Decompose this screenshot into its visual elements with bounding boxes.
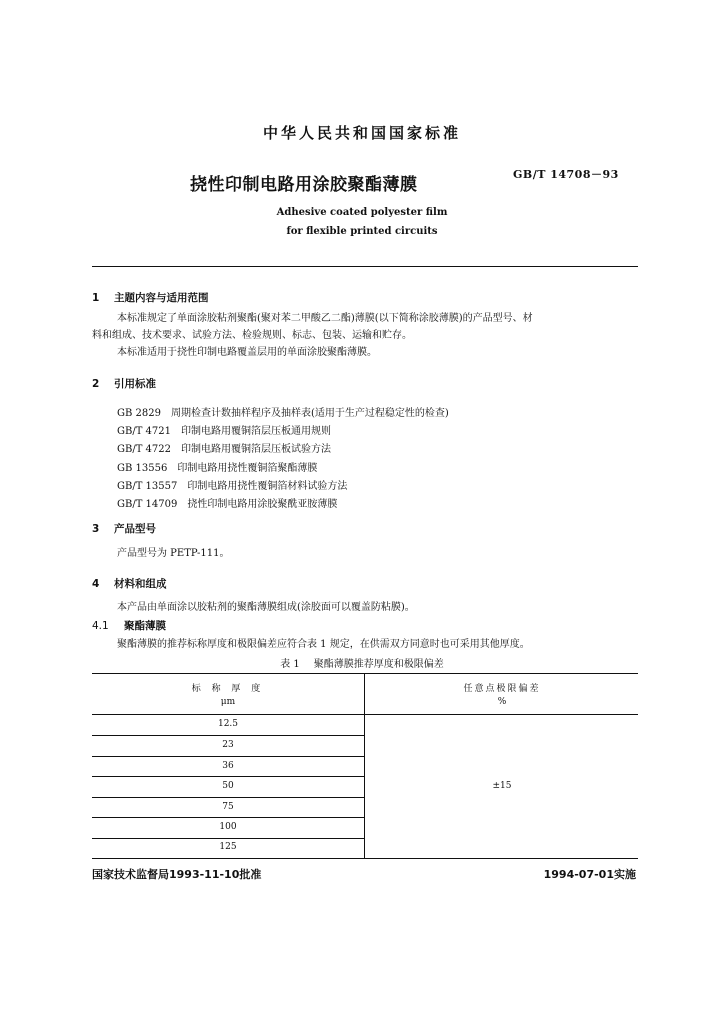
section-3-paragraph: 产品型号为 PETP-111。	[117, 548, 230, 559]
reference-code: GB/T 4721	[117, 426, 172, 437]
section-title: 材料和组成	[114, 578, 167, 590]
table-row-border	[92, 776, 364, 777]
table-header-thickness-unit: μm	[220, 697, 236, 707]
table-cell-thickness: 12.5	[217, 719, 239, 729]
section-title: 引用标准	[114, 378, 156, 390]
reference-code: GB/T 14709	[117, 499, 178, 510]
reference-name: 印制电路用覆铜箔层压板试验方法	[181, 444, 332, 455]
section-4-paragraph-2: 聚酯薄膜的推荐标称厚度和极限偏差应符合表 1 规定，在供需双方同意时也可采用其他厚度。	[117, 639, 530, 650]
reference-item	[117, 477, 347, 492]
table-row-border	[92, 817, 364, 818]
section-title: 产品型号	[114, 523, 156, 535]
section-2-heading	[92, 376, 156, 391]
standard-type-header: 中华人民共和国国家标准	[262, 124, 461, 142]
table-caption-title: 聚酯薄膜推荐厚度和极限偏差	[313, 659, 444, 670]
table-cell-thickness: 100	[219, 822, 237, 832]
table-cell-thickness: 36	[222, 761, 234, 771]
table-cell-thickness: 23	[222, 740, 234, 750]
subsection-4-1-heading	[92, 618, 166, 633]
section-3-heading	[92, 521, 156, 536]
table-column-divider	[364, 673, 365, 858]
subsection-number: 4.1	[92, 620, 109, 632]
section-title: 主题内容与适用范围	[114, 292, 209, 304]
table-caption	[0, 655, 724, 670]
reference-name: 周期检查计数抽样程序及抽样表(适用于生产过程稳定性的检查)	[170, 408, 449, 419]
table-row-border	[92, 735, 364, 736]
reference-code: GB/T 13557	[117, 481, 178, 492]
section-4-paragraph-1: 本产品由单面涂以胶粘剂的聚酯薄膜组成(涂胶面可以覆盖防粘膜)。	[117, 602, 415, 613]
section-number: 2	[92, 378, 100, 390]
table-top-border	[92, 673, 638, 674]
subsection-title: 聚酯薄膜	[124, 620, 166, 632]
standard-number: GB/T 14708－93	[513, 168, 619, 181]
reference-name: 印制电路用挠性覆铜箔聚酯薄膜	[177, 463, 318, 474]
reference-item	[117, 495, 337, 510]
document-title-en-line2: for flexible printed circuits	[286, 226, 438, 237]
table-header-tolerance-unit: %	[497, 697, 507, 707]
table-caption-label: 表 1	[280, 659, 300, 670]
document-title-en-line1: Adhesive coated polyester film	[276, 207, 448, 218]
section-1-paragraph-1-line-2: 料和组成、技术要求、试验方法、检验规则、标志、包装、运输和贮存。	[92, 330, 412, 341]
implementation-date: 1994-07-01实施	[543, 868, 636, 881]
section-number: 3	[92, 523, 100, 535]
table-cell-thickness: 125	[219, 842, 237, 852]
reference-item	[117, 404, 449, 419]
section-4-heading	[92, 576, 167, 591]
section-1-heading	[92, 290, 209, 305]
table-header-thickness: 标 称 厚 度	[191, 684, 265, 694]
reference-name: 挠性印制电路用涂胶聚酰亚胺薄膜	[187, 499, 338, 510]
reference-code: GB 13556	[117, 463, 168, 474]
table-cell-tolerance: ±15	[492, 781, 512, 791]
reference-item	[117, 459, 317, 474]
reference-item	[117, 440, 331, 455]
reference-code: GB/T 4722	[117, 444, 172, 455]
section-1-paragraph-1-line-1: 本标准规定了单面涂胶粘剂聚酯(聚对苯二甲酸乙二酯)薄膜(以下简称涂胶薄膜)的产品型号、材	[117, 313, 533, 324]
table-cell-thickness: 75	[222, 802, 234, 812]
reference-name: 印制电路用覆铜箔层压板通用规则	[181, 426, 332, 437]
table-bottom-border	[92, 858, 638, 859]
table-row-border	[92, 838, 364, 839]
approval-date: 国家技术监督局1993-11-10批准	[92, 868, 262, 881]
table-header-border	[92, 714, 638, 715]
reference-name: 印制电路用挠性覆铜箔材料试验方法	[187, 481, 348, 492]
table-row-border	[92, 797, 364, 798]
section-number: 1	[92, 292, 100, 304]
section-1-paragraph-2: 本标准适用于挠性印制电路覆盖层用的单面涂胶聚酯薄膜。	[117, 347, 377, 358]
section-number: 4	[92, 578, 100, 590]
reference-code: GB 2829	[117, 408, 161, 419]
table-cell-thickness: 50	[222, 781, 234, 791]
table-header-tolerance: 任意点极限偏差	[463, 684, 541, 694]
reference-item	[117, 422, 331, 437]
table-row-border	[92, 756, 364, 757]
document-title-cn: 挠性印制电路用涂胶聚酯薄膜	[190, 175, 418, 195]
header-rule	[92, 266, 638, 267]
